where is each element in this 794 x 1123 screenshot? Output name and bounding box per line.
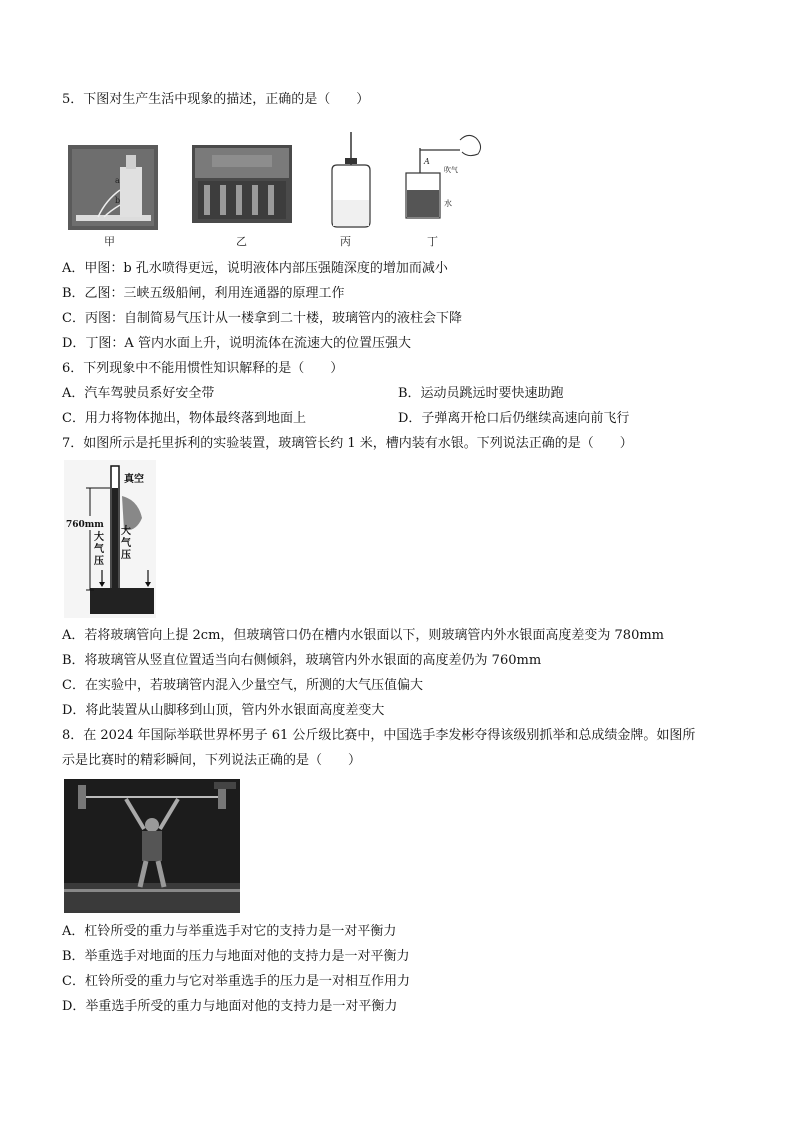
q7-option-d: D．将此装置从山脚移到山顶，管内外水银面高度差变大	[62, 703, 385, 718]
q5-option-d: D．丁图：A 管内水面上升，说明流体在流速大的位置压强大	[62, 336, 411, 351]
q6-option-c: C．用力将物体抛出，物体最终落到地面上	[62, 411, 306, 426]
q5-option-c: C．丙图：自制简易气压计从一楼拿到二十楼，玻璃管内的液柱会下降	[62, 311, 462, 326]
caption-bing: 丙	[340, 235, 351, 248]
q8-option-a: A．杠铃所受的重力与举重选手对它的支持力是一对平衡力	[62, 924, 397, 939]
label-atm-left: 大气压	[94, 532, 104, 567]
q5-figure-yi	[192, 145, 292, 223]
q6-option-d: D．子弹离开枪口后仍继续高速向前飞行	[398, 411, 630, 426]
caption-yi: 乙	[236, 235, 247, 248]
q6-option-a: A．汽车驾驶员系好安全带	[62, 386, 215, 401]
q5-figure-bing	[326, 130, 376, 230]
q8-option-b: B．举重选手对地面的压力与地面对他的支持力是一对平衡力	[62, 949, 410, 964]
label-760mm: 760mm	[66, 520, 104, 530]
label-water: 水	[444, 199, 452, 208]
label-vacuum: 真空	[124, 474, 144, 485]
q8-stem-line2: 示是比赛时的精彩瞬间，下列说法正确的是（ ）	[62, 753, 362, 768]
q5-stem: 5．下图对生产生活中现象的描述，正确的是（ ）	[62, 92, 370, 107]
q5-option-a: A．甲图：b 孔水喷得更远，说明液体内部压强随深度的增加而减小	[62, 261, 448, 276]
q6-stem: 6．下列现象中不能用惯性知识解释的是（ ）	[62, 361, 344, 376]
q7-option-a: A．若将玻璃管向上提 2cm，但玻璃管口仍在槽内水银面以下，则玻璃管内外水银面高度差变为 780mm	[62, 628, 664, 643]
q7-stem: 7．如图所示是托里拆利的实验装置，玻璃管长约 1 米，槽内装有水银。下列说法正确的是（ ）	[62, 436, 633, 451]
q6-option-b: B．运动员跳远时要快速助跑	[398, 386, 564, 401]
q7-option-c: C．在实验中，若玻璃管内混入少量空气，所测的大气压值偏大	[62, 678, 423, 693]
caption-ding: 丁	[427, 235, 438, 248]
label-a: a	[115, 176, 120, 185]
q8-option-c: C．杠铃所受的重力与它对举重选手的压力是一对相互作用力	[62, 974, 410, 989]
caption-jia: 甲	[104, 235, 115, 248]
q8-stem-line1: 8．在 2024 年国际举联世界杯男子 61 公斤级比赛中，中国选手李发彬夺得该级别抓举和总成绩金牌。如图所	[62, 728, 696, 743]
q7-option-b: B．将玻璃管从竖直位置适当向右侧倾斜，玻璃管内外水银面的高度差仍为 760mm	[62, 653, 542, 668]
q8-weightlifting-photo	[64, 779, 240, 913]
q5-figure-ding	[398, 128, 488, 228]
label-blow: 吹气	[444, 166, 458, 174]
q5-figure-jia	[68, 145, 158, 230]
label-atm-right: 大气压	[121, 526, 131, 561]
q5-option-b: B．乙图：三峡五级船闸，利用连通器的原理工作	[62, 286, 345, 301]
q8-option-d: D．举重选手所受的重力与地面对他的支持力是一对平衡力	[62, 999, 398, 1014]
label-b: b	[115, 196, 121, 205]
label-A: A	[424, 157, 430, 166]
